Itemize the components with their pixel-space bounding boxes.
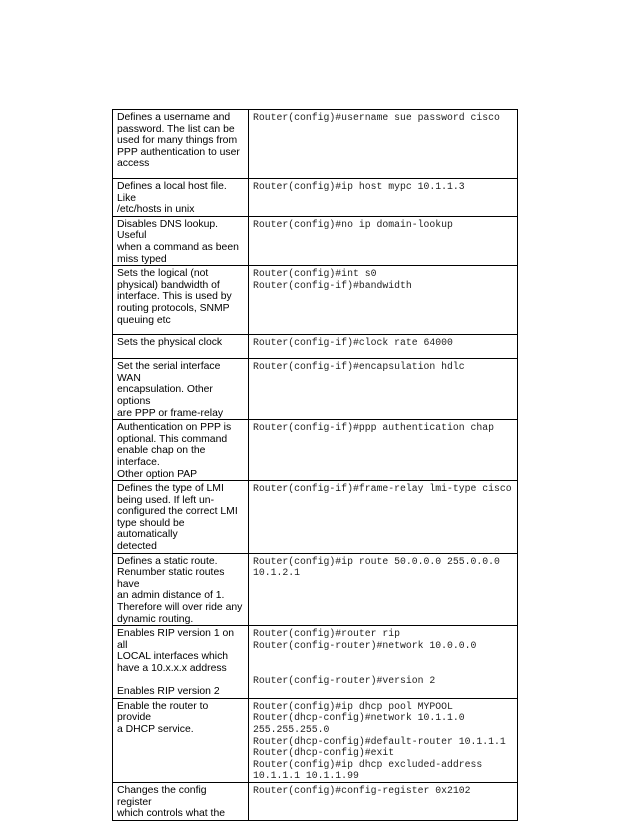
- description-cell: [113, 266, 249, 335]
- command-line: Router(config)#ip route 50.0.0.0 255.0.0.0: [253, 555, 500, 567]
- description-line: password. The list can be: [117, 123, 235, 135]
- description-line: when a command as been: [117, 241, 239, 253]
- command-cell: [249, 553, 518, 626]
- command-line: Router(config-router)#network 10.0.0.0: [253, 639, 477, 651]
- command-line: Router(config)#ip dhcp excluded-address: [253, 758, 483, 770]
- command-line: Router(config)#username sue password cisco: [253, 112, 500, 123]
- command-line: Router(config)#ip dhcp pool MYPOOL: [253, 700, 453, 712]
- description-line: Renumber static routes have: [117, 567, 225, 590]
- description-line: interface. This is used by: [117, 291, 232, 303]
- command-cell: [249, 335, 518, 359]
- command-reference-table: [112, 109, 518, 821]
- table-row: [113, 110, 518, 179]
- description-line: optional. This command: [117, 433, 228, 445]
- description-line: Therefore will over ride any: [117, 602, 243, 614]
- command-cell: [249, 782, 518, 820]
- table-row: [113, 626, 518, 699]
- command-line: [253, 651, 513, 663]
- description-line: /etc/hosts in unix: [117, 204, 195, 216]
- table-row: [113, 782, 518, 820]
- description-line: access: [117, 158, 150, 170]
- description-line: Sets the physical clock: [117, 337, 223, 349]
- command-line: 255.255.255.0: [253, 723, 330, 735]
- table-row: [113, 359, 518, 420]
- description-line: Set the serial interface WAN: [117, 361, 221, 384]
- command-cell: [249, 359, 518, 420]
- description-line: Defines the type of LMI: [117, 483, 224, 495]
- description-line: queuing etc: [117, 314, 171, 326]
- description-line: Sets the logical (not: [117, 268, 209, 280]
- description-cell: [113, 359, 249, 420]
- description-line: physical) bandwidth of: [117, 279, 220, 291]
- command-cell: [249, 481, 518, 554]
- command-cell: [249, 626, 518, 699]
- description-line: type should be automatically: [117, 517, 185, 541]
- command-line: Router(dhcp-config)#exit: [253, 747, 395, 759]
- description-line: a DHCP service.: [117, 723, 194, 735]
- description-line: miss typed: [117, 253, 167, 265]
- command-table-body: [113, 110, 518, 821]
- description-line: detected: [117, 541, 157, 553]
- command-line: 10.1.1.1 10.1.1.99: [253, 770, 359, 782]
- command-line: Router(dhcp-config)#default-router 10.1.1.1: [253, 735, 506, 747]
- command-line: [253, 663, 513, 675]
- command-line: Router(config-if)#clock rate 64000: [253, 337, 453, 349]
- table-row: [113, 266, 518, 335]
- description-line: Changes the config register: [117, 784, 207, 808]
- description-line: used for many things from: [117, 135, 238, 147]
- description-cell: [113, 335, 249, 359]
- table-row: [113, 335, 518, 359]
- description-line: Disables DNS lookup. Useful: [117, 218, 219, 242]
- description-line: enable chap on the interface.: [117, 445, 206, 468]
- command-cell: [249, 420, 518, 481]
- description-line: routing protocols, SNMP: [117, 302, 230, 314]
- command-cell: [249, 216, 518, 265]
- command-line: Router(config-if)#frame-relay lmi-type cisco: [253, 483, 512, 495]
- command-line: Router(dhcp-config)#network 10.1.1.0: [253, 712, 465, 724]
- description-line: configured the correct LMI: [117, 506, 238, 518]
- command-cell: [249, 698, 518, 782]
- command-line: Router(config-if)#encapsulation hdlc: [253, 361, 465, 373]
- description-line: have a 10.x.x.x address: [117, 663, 227, 674]
- command-cell: [249, 110, 518, 179]
- command-line: Router(config-if)#bandwidth: [253, 279, 412, 291]
- description-line: encapsulation. Other options: [117, 384, 213, 407]
- description-line: Defines a static route.: [117, 555, 218, 567]
- description-line: LOCAL interfaces which: [117, 651, 229, 663]
- description-cell: [113, 553, 249, 626]
- description-line: PPP authentication to user: [117, 146, 240, 158]
- description-line: [117, 675, 244, 687]
- description-line: which controls what the: [117, 808, 226, 820]
- table-row: [113, 179, 518, 217]
- table-row: [113, 216, 518, 265]
- command-cell: [249, 179, 518, 217]
- command-line: Router(config)#no ip domain-lookup: [253, 218, 453, 230]
- description-line: dynamic routing.: [117, 613, 194, 625]
- description-cell: [113, 216, 249, 265]
- table-row: [113, 481, 518, 554]
- description-cell: [113, 698, 249, 782]
- command-line: 10.1.2.1: [253, 567, 301, 579]
- table-row: [113, 698, 518, 782]
- description-line: Enables RIP version 2: [117, 686, 220, 698]
- description-cell: [113, 179, 249, 217]
- command-line: Router(config)#router rip: [253, 628, 400, 640]
- description-cell: [113, 481, 249, 554]
- description-line: Defines a username and: [117, 112, 231, 123]
- command-line: Router(config-if)#ppp authentication chap: [253, 422, 495, 434]
- command-cell: [249, 266, 518, 335]
- description-line: Enables RIP version 1 on all: [117, 628, 235, 651]
- command-line: Router(config)#ip host mypc 10.1.1.3: [253, 181, 465, 192]
- description-line: Enable the router to provide: [117, 700, 209, 724]
- description-cell: [113, 782, 249, 820]
- description-line: Defines a local host file. Like: [117, 181, 227, 204]
- command-line: Router(config)#int s0: [253, 268, 377, 280]
- table-row: [113, 553, 518, 626]
- description-line: Other option PAP: [117, 468, 198, 480]
- description-line: an admin distance of 1.: [117, 590, 225, 602]
- description-cell: [113, 626, 249, 699]
- description-cell: [113, 420, 249, 481]
- command-line: Router(config)#config-register 0x2102: [253, 784, 471, 796]
- description-line: Authentication on PPP is: [117, 422, 232, 434]
- description-cell: [113, 110, 249, 179]
- command-line: Router(config-router)#version 2: [253, 674, 436, 686]
- table-row: [113, 420, 518, 481]
- description-line: are PPP or frame-relay: [117, 407, 224, 419]
- description-line: being used. If left un-: [117, 494, 215, 506]
